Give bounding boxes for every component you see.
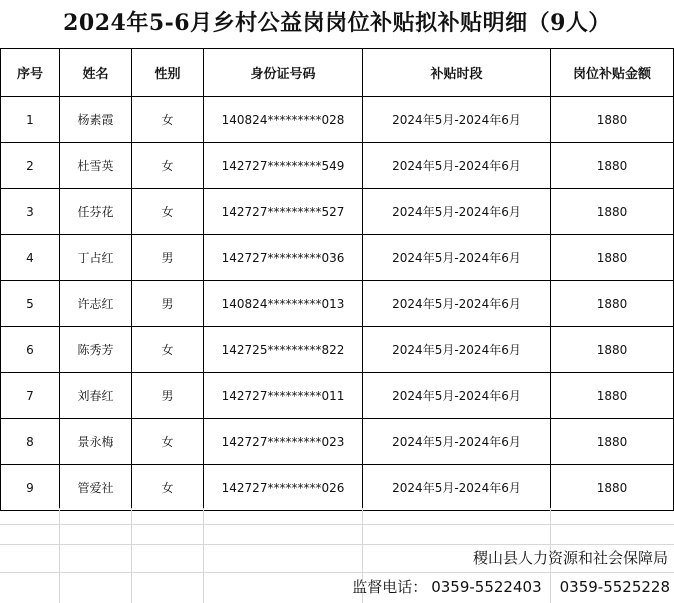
cell-name: 杜雪英 xyxy=(60,143,132,189)
table-row xyxy=(1,143,674,189)
cell-index: 7 xyxy=(1,373,60,419)
table-row xyxy=(1,327,674,373)
cell-period: 2024年5月-2024年6月 xyxy=(363,189,551,235)
page-title: 2024年5-6月乡村公益岗岗位补贴拟补贴明细（9人） xyxy=(63,10,611,36)
cell-name: 刘春红 xyxy=(60,373,132,419)
gridline xyxy=(0,572,674,573)
cell-period: 2024年5月-2024年6月 xyxy=(363,373,551,419)
cell-gender: 女 xyxy=(132,97,204,143)
phone-number-2: 0359-5525228 xyxy=(559,578,670,596)
cell-name: 管爱社 xyxy=(60,465,132,511)
cell-id-number: 142727*********549 xyxy=(204,143,363,189)
phone-label: 监督电话： xyxy=(352,578,428,596)
cell-index: 9 xyxy=(1,465,60,511)
gridline xyxy=(0,524,674,525)
cell-index: 1 xyxy=(1,97,60,143)
header-gender: 性别 xyxy=(132,49,204,97)
table-row xyxy=(1,465,674,511)
gridline xyxy=(59,508,60,603)
cell-gender: 女 xyxy=(132,465,204,511)
cell-gender: 男 xyxy=(132,373,204,419)
cell-amount: 1880 xyxy=(551,465,674,511)
header-id-number: 身份证号码 xyxy=(204,49,363,97)
cell-amount: 1880 xyxy=(551,235,674,281)
cell-index: 5 xyxy=(1,281,60,327)
cell-gender: 女 xyxy=(132,419,204,465)
cell-amount: 1880 xyxy=(551,143,674,189)
gridline xyxy=(0,544,674,545)
cell-period: 2024年5月-2024年6月 xyxy=(363,143,551,189)
cell-period: 2024年5月-2024年6月 xyxy=(363,327,551,373)
cell-period: 2024年5月-2024年6月 xyxy=(363,465,551,511)
issuing-organization: 稷山县人力资源和社会保障局 xyxy=(472,549,668,567)
cell-name: 杨素霞 xyxy=(60,97,132,143)
cell-id-number: 142727*********023 xyxy=(204,419,363,465)
cell-name: 许志红 xyxy=(60,281,132,327)
cell-amount: 1880 xyxy=(551,419,674,465)
cell-amount: 1880 xyxy=(551,281,674,327)
cell-name: 景永梅 xyxy=(60,419,132,465)
cell-name: 任芬花 xyxy=(60,189,132,235)
cell-id-number: 142727*********026 xyxy=(204,465,363,511)
table-header-row xyxy=(1,49,674,97)
cell-id-number: 142727*********036 xyxy=(204,235,363,281)
table-row xyxy=(1,97,674,143)
cell-gender: 女 xyxy=(132,143,204,189)
cell-amount: 1880 xyxy=(551,189,674,235)
subsidy-table xyxy=(0,48,674,511)
header-name: 姓名 xyxy=(60,49,132,97)
cell-amount: 1880 xyxy=(551,327,674,373)
cell-period: 2024年5月-2024年6月 xyxy=(363,281,551,327)
table-row xyxy=(1,373,674,419)
cell-id-number: 142725*********822 xyxy=(204,327,363,373)
gridline xyxy=(203,508,204,603)
cell-gender: 男 xyxy=(132,235,204,281)
cell-period: 2024年5月-2024年6月 xyxy=(363,235,551,281)
header-period: 补贴时段 xyxy=(363,49,551,97)
table-row xyxy=(1,419,674,465)
cell-index: 6 xyxy=(1,327,60,373)
table-row xyxy=(1,235,674,281)
cell-period: 2024年5月-2024年6月 xyxy=(363,419,551,465)
header-amount: 岗位补贴金额 xyxy=(551,49,674,97)
table-row xyxy=(1,281,674,327)
cell-id-number: 142727*********527 xyxy=(204,189,363,235)
cell-period: 2024年5月-2024年6月 xyxy=(363,97,551,143)
cell-gender: 女 xyxy=(132,327,204,373)
cell-amount: 1880 xyxy=(551,97,674,143)
phone-number-1: 0359-5522403 xyxy=(431,578,542,596)
cell-index: 4 xyxy=(1,235,60,281)
supervision-phone xyxy=(352,576,670,597)
cell-id-number: 140824*********028 xyxy=(204,97,363,143)
gridline xyxy=(131,508,132,603)
cell-amount: 1880 xyxy=(551,373,674,419)
cell-index: 3 xyxy=(1,189,60,235)
cell-name: 陈秀芳 xyxy=(60,327,132,373)
cell-name: 丁占红 xyxy=(60,235,132,281)
cell-id-number: 142727*********011 xyxy=(204,373,363,419)
cell-index: 2 xyxy=(1,143,60,189)
cell-gender: 女 xyxy=(132,189,204,235)
cell-gender: 男 xyxy=(132,281,204,327)
header-index: 序号 xyxy=(1,49,60,97)
cell-id-number: 140824*********013 xyxy=(204,281,363,327)
table-row xyxy=(1,189,674,235)
cell-index: 8 xyxy=(1,419,60,465)
